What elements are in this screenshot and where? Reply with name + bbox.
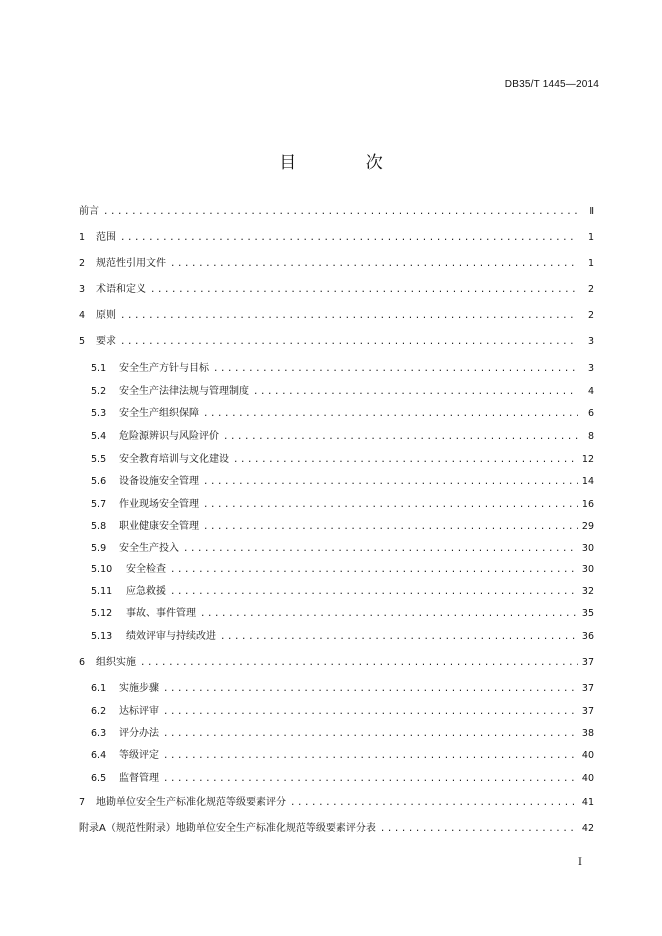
toc-entry-page: 30 bbox=[581, 543, 594, 554]
toc-entry-number: 5.8 bbox=[91, 521, 107, 532]
toc-entry-label: 组织实施 bbox=[96, 657, 136, 668]
toc-entry[interactable] bbox=[0, 653, 662, 673]
toc-entry[interactable] bbox=[0, 495, 662, 515]
page-title: 目 次 bbox=[279, 153, 415, 173]
toc-entry-label: 范围 bbox=[96, 232, 116, 243]
toc-entry-page: 40 bbox=[581, 750, 594, 761]
toc-entry[interactable] bbox=[0, 746, 662, 766]
toc-dot-leader bbox=[203, 404, 578, 424]
toc-entry-page: 37 bbox=[581, 657, 594, 668]
toc-entry-number: 5.6 bbox=[91, 476, 107, 487]
toc-entry-number: 5.12 bbox=[91, 608, 113, 619]
toc-entry-line bbox=[79, 306, 594, 326]
toc-dot-leader bbox=[163, 724, 578, 744]
toc-entry-page: 42 bbox=[581, 823, 594, 834]
toc-entry-page: 2 bbox=[587, 284, 594, 295]
toc-entry-line bbox=[91, 382, 594, 402]
toc-entry-number: 5.10 bbox=[91, 564, 113, 575]
toc-entry-page: 41 bbox=[581, 797, 594, 808]
toc-entry[interactable] bbox=[0, 769, 662, 789]
toc-dot-leader bbox=[203, 517, 578, 537]
toc-entry-line bbox=[79, 228, 594, 248]
toc-entry-label: 安全生产方针与目标 bbox=[119, 363, 209, 374]
toc-entry[interactable] bbox=[0, 679, 662, 699]
toc-entry-line bbox=[79, 332, 594, 352]
toc-entry-page: 38 bbox=[581, 728, 594, 739]
toc-dot-leader bbox=[103, 202, 578, 222]
toc-entry-line bbox=[91, 769, 594, 789]
toc-dot-leader bbox=[213, 359, 578, 379]
toc-entry-line bbox=[91, 450, 594, 470]
toc-entry-line bbox=[91, 702, 594, 722]
toc-entry-number: 5.9 bbox=[91, 543, 107, 554]
toc-entry-label: 安全生产法律法规与管理制度 bbox=[119, 386, 249, 397]
toc-entry-page: 2 bbox=[587, 310, 594, 321]
toc-entry-number: 7 bbox=[79, 797, 86, 808]
toc-entry-label: 监督管理 bbox=[119, 773, 159, 784]
toc-entry-page: 6 bbox=[587, 408, 594, 419]
toc-dot-leader bbox=[200, 604, 578, 624]
toc-dot-leader bbox=[290, 793, 578, 813]
toc-entry-number: 4 bbox=[79, 310, 86, 321]
toc-dot-leader bbox=[163, 679, 578, 699]
toc-entry[interactable] bbox=[0, 359, 662, 379]
toc-entry-label: 安全生产组织保障 bbox=[119, 408, 199, 419]
toc-entry-number: 2 bbox=[79, 258, 86, 269]
toc-entry-page: 16 bbox=[581, 499, 594, 510]
toc-entry[interactable] bbox=[0, 560, 662, 580]
toc-entry-page: 36 bbox=[581, 631, 594, 642]
toc-entry-line bbox=[79, 793, 594, 813]
toc-entry-number: 5.1 bbox=[91, 363, 107, 374]
toc-entry-number: 6.2 bbox=[91, 706, 107, 717]
toc-entry-label: 规范性引用文件 bbox=[96, 258, 166, 269]
toc-entry-label: 应急救援 bbox=[126, 586, 166, 597]
toc-entry-line bbox=[79, 280, 594, 300]
toc-entry-page: 1 bbox=[587, 258, 594, 269]
toc-entry-line bbox=[91, 627, 594, 647]
toc-entry-label: 作业现场安全管理 bbox=[119, 499, 199, 510]
toc-entry-line bbox=[91, 359, 594, 379]
toc-entry-line bbox=[91, 560, 594, 580]
toc-dot-leader bbox=[140, 653, 578, 673]
toc-entry-line bbox=[91, 539, 594, 559]
toc-entry-line bbox=[91, 679, 594, 699]
toc-entry-label: 安全教育培训与文化建设 bbox=[119, 454, 229, 465]
toc-entry-line bbox=[91, 746, 594, 766]
toc-entry[interactable] bbox=[0, 724, 662, 744]
toc-entry-page: 37 bbox=[581, 706, 594, 717]
toc-entry[interactable] bbox=[0, 702, 662, 722]
toc-entry-number: 5.7 bbox=[91, 499, 107, 510]
toc-entry-line bbox=[91, 495, 594, 515]
toc-dot-leader bbox=[233, 450, 578, 470]
toc-entry-label: 安全检查 bbox=[126, 564, 166, 575]
toc-entry-page: 1 bbox=[587, 232, 594, 243]
toc-entry-label: 危险源辨识与风险评价 bbox=[119, 431, 219, 442]
toc-entry-line bbox=[91, 404, 594, 424]
toc-entry[interactable] bbox=[0, 254, 662, 274]
toc-entry[interactable] bbox=[0, 382, 662, 402]
toc-entry-number: 6.4 bbox=[91, 750, 107, 761]
toc-dot-leader bbox=[183, 539, 578, 559]
toc-entry-line bbox=[91, 582, 594, 602]
toc-entry-label: 评分办法 bbox=[119, 728, 159, 739]
toc-dot-leader bbox=[253, 382, 578, 402]
toc-entry-page: 3 bbox=[587, 336, 594, 347]
toc-entry-label: 原则 bbox=[96, 310, 116, 321]
toc-entry-page: 12 bbox=[581, 454, 594, 465]
toc-entry-line bbox=[79, 202, 594, 222]
toc-entry-label: 事故、事件管理 bbox=[126, 608, 196, 619]
toc-entry-label: 要求 bbox=[96, 336, 116, 347]
toc-entry[interactable] bbox=[0, 604, 662, 624]
toc-dot-leader bbox=[380, 819, 578, 839]
toc-entry-page: 14 bbox=[581, 476, 594, 487]
toc-entry-number: 6.1 bbox=[91, 683, 107, 694]
toc-entry-line bbox=[79, 819, 594, 839]
toc-dot-leader bbox=[223, 427, 578, 447]
toc-entry-label: 附录A（规范性附录）地勘单位安全生产标准化规范等级要素评分表 bbox=[79, 823, 376, 834]
toc-entry[interactable] bbox=[0, 450, 662, 470]
toc-entry-label: 职业健康安全管理 bbox=[119, 521, 199, 532]
toc-entry-page: 29 bbox=[581, 521, 594, 532]
toc-entry-page: 4 bbox=[587, 386, 594, 397]
toc-entry-page: 8 bbox=[587, 431, 594, 442]
toc-entry[interactable] bbox=[0, 280, 662, 300]
toc-dot-leader bbox=[170, 254, 578, 274]
toc-entry-number: 6.3 bbox=[91, 728, 107, 739]
toc-entry[interactable] bbox=[0, 202, 662, 222]
toc-entry-page: 37 bbox=[581, 683, 594, 694]
toc-entry[interactable] bbox=[0, 517, 662, 537]
toc-entry-number: 5.11 bbox=[91, 586, 113, 597]
toc-entry-line bbox=[91, 517, 594, 537]
toc-entry-number: 5.5 bbox=[91, 454, 107, 465]
toc-entry-label: 实施步骤 bbox=[119, 683, 159, 694]
toc-dot-leader bbox=[150, 280, 578, 300]
toc-entry[interactable] bbox=[0, 539, 662, 559]
toc-entry-label: 达标评审 bbox=[119, 706, 159, 717]
toc-entry-number: 5 bbox=[79, 336, 86, 347]
toc-dot-leader bbox=[163, 746, 578, 766]
toc-entry[interactable] bbox=[0, 332, 662, 352]
toc-dot-leader bbox=[120, 306, 578, 326]
toc-dot-leader bbox=[163, 702, 578, 722]
toc-entry-label: 术语和定义 bbox=[96, 284, 146, 295]
toc-entry-page: 40 bbox=[581, 773, 594, 784]
toc-entry-page: Ⅱ bbox=[589, 206, 594, 217]
toc-entry-number: 5.13 bbox=[91, 631, 113, 642]
toc-entry[interactable] bbox=[0, 404, 662, 424]
toc-dot-leader bbox=[120, 228, 578, 248]
toc-entry-label: 地勘单位安全生产标准化规范等级要素评分 bbox=[96, 797, 286, 808]
toc-entry-line bbox=[91, 427, 594, 447]
toc-dot-leader bbox=[220, 627, 578, 647]
toc-entry-label: 绩效评审与持续改进 bbox=[126, 631, 216, 642]
toc-entry-label: 设备设施安全管理 bbox=[119, 476, 199, 487]
toc-dot-leader bbox=[170, 560, 578, 580]
toc-entry-page: 30 bbox=[581, 564, 594, 575]
toc-entry-number: 5.4 bbox=[91, 431, 107, 442]
toc-entry[interactable] bbox=[0, 627, 662, 647]
toc-entry-line bbox=[79, 653, 594, 673]
document-code: DB35/T 1445—2014 bbox=[504, 79, 599, 90]
toc-entry[interactable] bbox=[0, 472, 662, 492]
toc-entry-number: 3 bbox=[79, 284, 86, 295]
toc-entry-line bbox=[79, 254, 594, 274]
toc-entry-page: 32 bbox=[581, 586, 594, 597]
toc-entry[interactable] bbox=[0, 306, 662, 326]
toc-entry-line bbox=[91, 724, 594, 744]
toc-entry[interactable] bbox=[0, 427, 662, 447]
toc-dot-leader bbox=[203, 472, 578, 492]
toc-entry[interactable] bbox=[0, 819, 662, 839]
toc-dot-leader bbox=[120, 332, 578, 352]
toc-entry-number: 6 bbox=[79, 657, 86, 668]
toc-entry-page: 35 bbox=[581, 608, 594, 619]
toc-entry[interactable] bbox=[0, 793, 662, 813]
toc-entry-number: 5.2 bbox=[91, 386, 107, 397]
toc-entry-line bbox=[91, 472, 594, 492]
toc-entry-label: 前言 bbox=[79, 206, 99, 217]
page-number: I bbox=[578, 857, 582, 868]
toc-entry-number: 6.5 bbox=[91, 773, 107, 784]
toc-entry[interactable] bbox=[0, 228, 662, 248]
toc-dot-leader bbox=[170, 582, 578, 602]
toc-entry-number: 5.3 bbox=[91, 408, 107, 419]
toc-dot-leader bbox=[163, 769, 578, 789]
toc-entry-page: 3 bbox=[587, 363, 594, 374]
toc-dot-leader bbox=[203, 495, 578, 515]
toc-entry[interactable] bbox=[0, 582, 662, 602]
toc-entry-label: 等级评定 bbox=[119, 750, 159, 761]
toc-entry-number: 1 bbox=[79, 232, 86, 243]
toc-entry-label: 安全生产投入 bbox=[119, 543, 179, 554]
toc-entry-line bbox=[91, 604, 594, 624]
